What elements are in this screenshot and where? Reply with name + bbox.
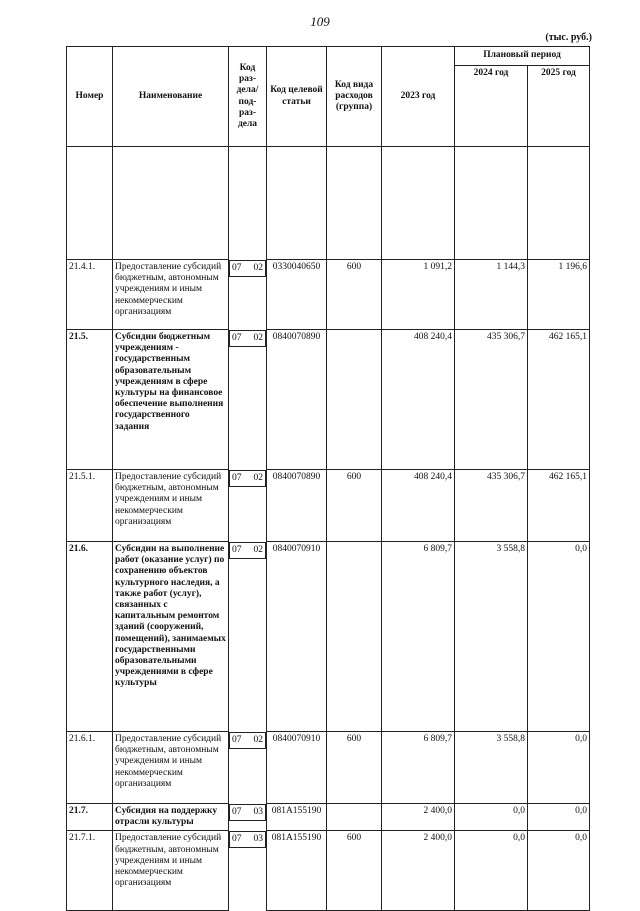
header-target: Код целевой статьи	[267, 47, 327, 147]
row-value-2024: 435 306,7	[455, 470, 528, 542]
row-subsection-code: 02	[253, 544, 263, 555]
row-number: 21.5.	[67, 330, 113, 470]
row-subsection-code: 03	[253, 833, 263, 844]
row-value-2023: 2 400,0	[382, 804, 455, 831]
row-number: 21.4.1.	[67, 260, 113, 330]
row-value-2025: 0,0	[528, 804, 590, 831]
row-name: Предоставление субсидий бюджетным, автономным учреждениям и иным некоммерческим организациям	[113, 732, 229, 804]
row-target-code: 081А155190	[267, 831, 327, 911]
table-row	[67, 831, 590, 911]
page-number: 109	[310, 14, 330, 29]
table-row	[67, 260, 590, 330]
row-name: Субсидия на поддержку отрасли культуры	[113, 804, 229, 831]
row-value-2025: 462 165,1	[528, 470, 590, 542]
row-expense-code	[327, 804, 382, 831]
header-plan-period: Плановый период	[455, 47, 590, 66]
row-target-code: 0840070910	[267, 542, 327, 732]
row-name: Предоставление субсидий бюджетным, автономным учреждениям и иным некоммерческим организациям	[113, 470, 229, 542]
header-expense: Код вида расходов (группа)	[327, 47, 382, 147]
row-section-code: 07	[232, 833, 242, 844]
row-section	[229, 260, 266, 277]
row-value-2024: 1 144,3	[455, 260, 528, 330]
row-section-code: 07	[232, 262, 242, 273]
row-value-2023: 6 809,7	[382, 732, 455, 804]
row-number: 21.7.1.	[67, 831, 113, 911]
row-subsection-code: 02	[253, 262, 263, 273]
row-subsection-code: 02	[253, 472, 263, 483]
row-expense-code: 600	[327, 470, 382, 542]
budget-table	[66, 46, 590, 911]
row-value-2023: 408 240,4	[382, 330, 455, 470]
row-value-2023: 408 240,4	[382, 470, 455, 542]
row-section	[229, 330, 266, 347]
table-row	[67, 732, 590, 804]
row-number: 21.5.1.	[67, 470, 113, 542]
header-2024: 2024 год	[455, 66, 528, 147]
row-value-2025: 1 196,6	[528, 260, 590, 330]
row-name: Предоставление субсидий бюджетным, автономным учреждениям и иным некоммерческим организациям	[113, 831, 229, 911]
header-spacer	[67, 147, 590, 260]
row-target-code: 0330040650	[267, 260, 327, 330]
row-section	[229, 470, 266, 487]
row-target-code: 0840070910	[267, 732, 327, 804]
row-name: Предоставление субсидий бюджетным, автономным учреждениям и иным некоммерческим организациям	[113, 260, 229, 330]
row-target-code: 081А155190	[267, 804, 327, 831]
header-name: Наименование	[113, 47, 229, 147]
row-value-2024: 3 558,8	[455, 542, 528, 732]
row-expense-code	[327, 330, 382, 470]
row-section-code: 07	[232, 472, 242, 483]
header-2023: 2023 год	[382, 47, 455, 147]
row-expense-code: 600	[327, 260, 382, 330]
row-section	[229, 831, 266, 848]
row-value-2024: 0,0	[455, 804, 528, 831]
table-row	[67, 330, 590, 470]
row-value-2023: 6 809,7	[382, 542, 455, 732]
row-value-2025: 0,0	[528, 732, 590, 804]
row-number: 21.6.	[67, 542, 113, 732]
header-2025: 2025 год	[528, 66, 590, 147]
row-section-code: 07	[232, 806, 242, 817]
row-subsection-code: 02	[253, 734, 263, 745]
header-number: Номер	[67, 47, 113, 147]
row-name: Субсидии на выполнение работ (оказание услуг) по сохранению объектов культурного наследия, а также работ (услуг), связанных с капитальным ремонтом зданий (сооружений, помещений), занимаемых государственными образовательными учреждениями в сфере культуры	[113, 542, 229, 732]
row-expense-code: 600	[327, 831, 382, 911]
row-value-2025: 0,0	[528, 831, 590, 911]
row-value-2025: 0,0	[528, 542, 590, 732]
row-section	[229, 542, 266, 559]
row-expense-code: 600	[327, 732, 382, 804]
row-section-code: 07	[232, 544, 242, 555]
row-section	[229, 804, 266, 821]
row-value-2024: 435 306,7	[455, 330, 528, 470]
row-value-2024: 3 558,8	[455, 732, 528, 804]
row-section	[229, 732, 266, 749]
unit-note: (тыс. руб.)	[545, 32, 592, 43]
row-value-2024: 0,0	[455, 831, 528, 911]
table-row	[67, 542, 590, 732]
header-section: Код раз-дела/ под-раз-дела	[229, 47, 267, 147]
row-section-code: 07	[232, 332, 242, 343]
row-value-2025: 462 165,1	[528, 330, 590, 470]
row-expense-code	[327, 542, 382, 732]
row-number: 21.7.	[67, 804, 113, 831]
row-value-2023: 1 091,2	[382, 260, 455, 330]
table-row	[67, 804, 590, 831]
row-name: Субсидии бюджетным учреждениям - государственным образовательным учреждениям в сфере культуры на финансовое обеспечение выполнения государственного задания	[113, 330, 229, 470]
row-subsection-code: 02	[253, 332, 263, 343]
row-target-code: 0840070890	[267, 330, 327, 470]
row-section-code: 07	[232, 734, 242, 745]
table-row	[67, 470, 590, 542]
row-value-2023: 2 400,0	[382, 831, 455, 911]
row-number: 21.6.1.	[67, 732, 113, 804]
row-target-code: 0840070890	[267, 470, 327, 542]
row-subsection-code: 03	[253, 806, 263, 817]
